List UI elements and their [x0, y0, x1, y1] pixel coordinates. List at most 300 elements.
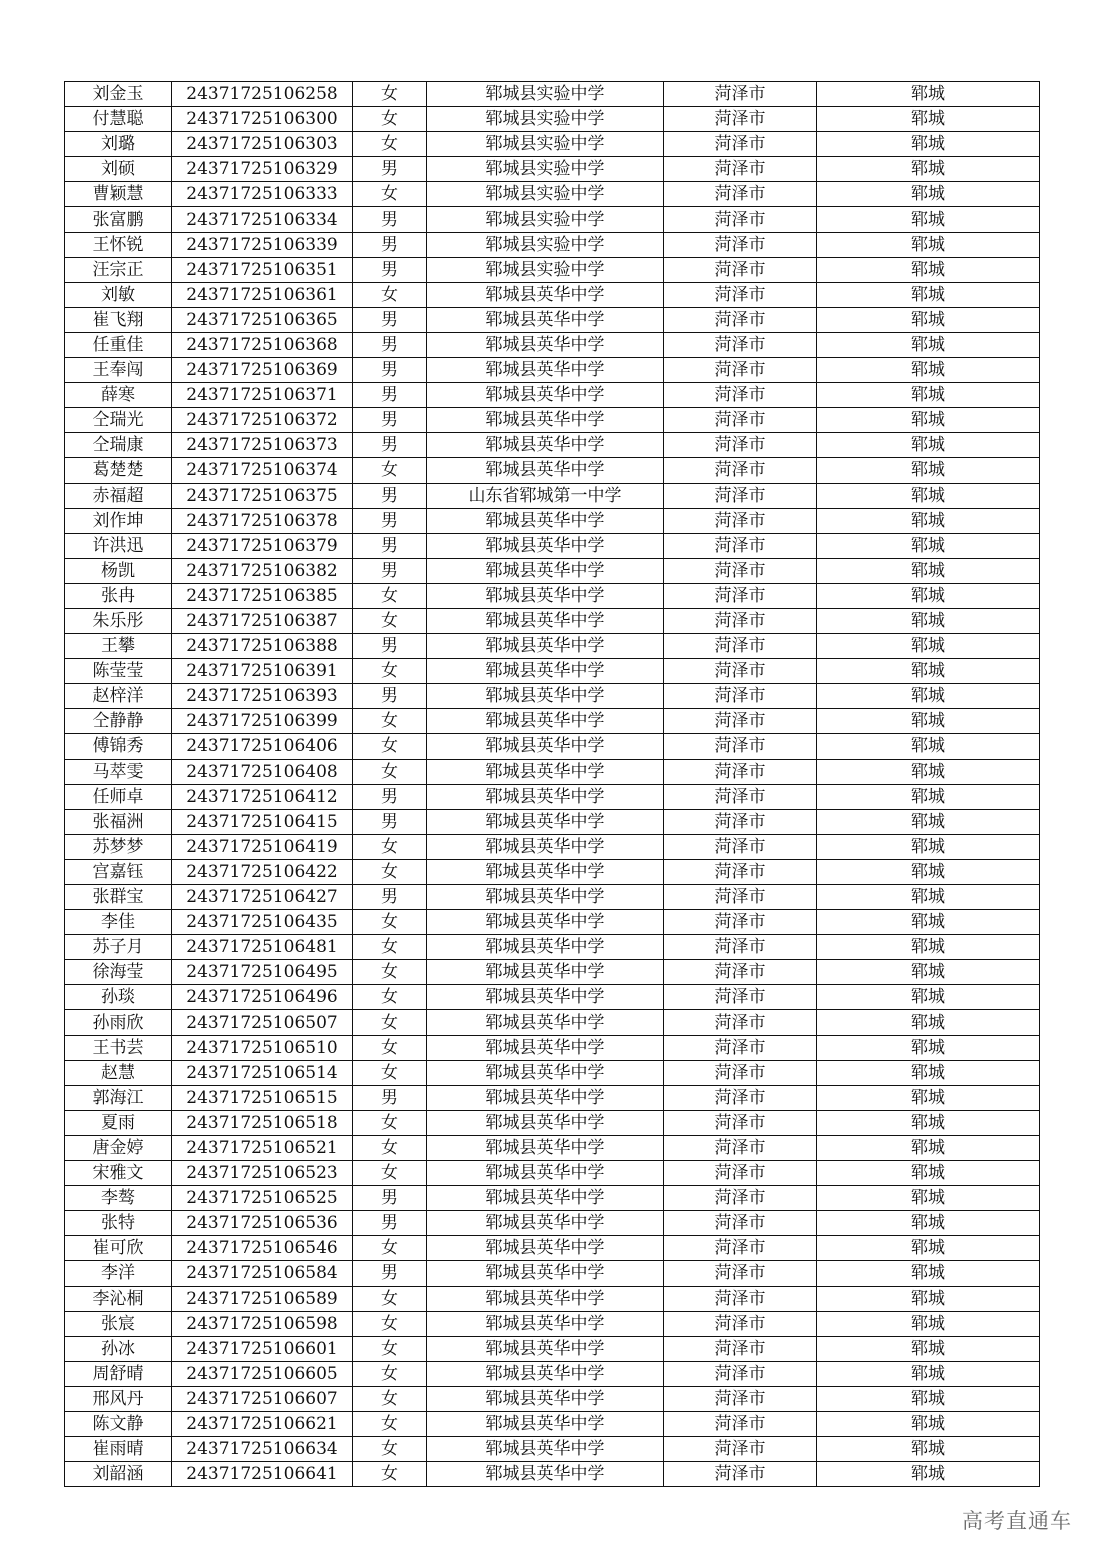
city-cell: 菏泽市 [664, 383, 817, 408]
county-cell: 郓城 [817, 383, 1040, 408]
exam-number-cell: 24371725106518 [172, 1110, 353, 1135]
exam-number-cell: 24371725106365 [172, 307, 353, 332]
table-row [65, 1211, 1040, 1236]
county-cell: 郓城 [817, 282, 1040, 307]
exam-number-cell: 24371725106584 [172, 1261, 353, 1286]
city-cell: 菏泽市 [664, 859, 817, 884]
name-cell: 赤福超 [65, 483, 172, 508]
school-cell: 郓城县英华中学 [427, 1311, 664, 1336]
gender-cell: 男 [353, 558, 427, 583]
exam-number-cell: 24371725106415 [172, 809, 353, 834]
name-cell: 刘璐 [65, 132, 172, 157]
gender-cell: 男 [353, 408, 427, 433]
name-cell: 葛楚楚 [65, 458, 172, 483]
name-cell: 刘作坤 [65, 508, 172, 533]
school-cell: 郓城县英华中学 [427, 1110, 664, 1135]
city-cell: 菏泽市 [664, 82, 817, 107]
table-row [65, 885, 1040, 910]
exam-number-cell: 24371725106333 [172, 182, 353, 207]
gender-cell: 女 [353, 859, 427, 884]
gender-cell: 女 [353, 960, 427, 985]
county-cell: 郓城 [817, 1462, 1040, 1487]
table-row [65, 307, 1040, 332]
name-cell: 赵梓洋 [65, 684, 172, 709]
exam-number-cell: 24371725106371 [172, 383, 353, 408]
city-cell: 菏泽市 [664, 257, 817, 282]
county-cell: 郓城 [817, 583, 1040, 608]
school-cell: 郓城县英华中学 [427, 1135, 664, 1160]
county-cell: 郓城 [817, 960, 1040, 985]
exam-number-cell: 24371725106382 [172, 558, 353, 583]
exam-number-cell: 24371725106514 [172, 1060, 353, 1085]
school-cell: 郓城县英华中学 [427, 282, 664, 307]
name-cell: 邢风丹 [65, 1386, 172, 1411]
name-cell: 孙冰 [65, 1336, 172, 1361]
county-cell: 郓城 [817, 157, 1040, 182]
city-cell: 菏泽市 [664, 483, 817, 508]
school-cell: 郓城县英华中学 [427, 1462, 664, 1487]
city-cell: 菏泽市 [664, 734, 817, 759]
county-cell: 郓城 [817, 1186, 1040, 1211]
county-cell: 郓城 [817, 1361, 1040, 1386]
gender-cell: 女 [353, 834, 427, 859]
city-cell: 菏泽市 [664, 659, 817, 684]
school-cell: 郓城县实验中学 [427, 107, 664, 132]
name-cell: 王怀锐 [65, 232, 172, 257]
exam-number-cell: 24371725106373 [172, 433, 353, 458]
name-cell: 马萃雯 [65, 759, 172, 784]
school-cell: 郓城县英华中学 [427, 1261, 664, 1286]
table-row [65, 533, 1040, 558]
city-cell: 菏泽市 [664, 634, 817, 659]
name-cell: 李沁桐 [65, 1286, 172, 1311]
exam-number-cell: 24371725106369 [172, 358, 353, 383]
gender-cell: 女 [353, 1386, 427, 1411]
exam-number-cell: 24371725106521 [172, 1135, 353, 1160]
city-cell: 菏泽市 [664, 1211, 817, 1236]
county-cell: 郓城 [817, 784, 1040, 809]
name-cell: 张富鹏 [65, 207, 172, 232]
table-row [65, 784, 1040, 809]
name-cell: 崔飞翔 [65, 307, 172, 332]
exam-number-cell: 24371725106387 [172, 608, 353, 633]
exam-number-cell: 24371725106419 [172, 834, 353, 859]
name-cell: 崔可欣 [65, 1236, 172, 1261]
table-row [65, 358, 1040, 383]
table-row [65, 960, 1040, 985]
school-cell: 郓城县英华中学 [427, 358, 664, 383]
gender-cell: 男 [353, 508, 427, 533]
county-cell: 郓城 [817, 985, 1040, 1010]
city-cell: 菏泽市 [664, 433, 817, 458]
name-cell: 张福洲 [65, 809, 172, 834]
city-cell: 菏泽市 [664, 207, 817, 232]
school-cell: 郓城县英华中学 [427, 1085, 664, 1110]
gender-cell: 男 [353, 483, 427, 508]
gender-cell: 女 [353, 759, 427, 784]
gender-cell: 男 [353, 307, 427, 332]
exam-number-cell: 24371725106378 [172, 508, 353, 533]
county-cell: 郓城 [817, 82, 1040, 107]
table-row [65, 483, 1040, 508]
gender-cell: 男 [353, 1186, 427, 1211]
table-row [65, 1311, 1040, 1336]
exam-number-cell: 24371725106361 [172, 282, 353, 307]
county-cell: 郓城 [817, 1336, 1040, 1361]
city-cell: 菏泽市 [664, 784, 817, 809]
county-cell: 郓城 [817, 483, 1040, 508]
county-cell: 郓城 [817, 1060, 1040, 1085]
gender-cell: 女 [353, 1286, 427, 1311]
name-cell: 许洪迅 [65, 533, 172, 558]
gender-cell: 女 [353, 583, 427, 608]
county-cell: 郓城 [817, 910, 1040, 935]
school-cell: 郓城县英华中学 [427, 935, 664, 960]
city-cell: 菏泽市 [664, 1035, 817, 1060]
name-cell: 王攀 [65, 634, 172, 659]
county-cell: 郓城 [817, 458, 1040, 483]
city-cell: 菏泽市 [664, 1311, 817, 1336]
table-row [65, 1437, 1040, 1462]
county-cell: 郓城 [817, 1211, 1040, 1236]
name-cell: 宋雅文 [65, 1161, 172, 1186]
table-row [65, 1411, 1040, 1436]
county-cell: 郓城 [817, 182, 1040, 207]
table-row [65, 910, 1040, 935]
exam-number-cell: 24371725106523 [172, 1161, 353, 1186]
city-cell: 菏泽市 [664, 282, 817, 307]
gender-cell: 女 [353, 1010, 427, 1035]
gender-cell: 女 [353, 985, 427, 1010]
exam-number-cell: 24371725106393 [172, 684, 353, 709]
exam-number-cell: 24371725106406 [172, 734, 353, 759]
exam-number-cell: 24371725106303 [172, 132, 353, 157]
county-cell: 郓城 [817, 1411, 1040, 1436]
county-cell: 郓城 [817, 935, 1040, 960]
exam-number-cell: 24371725106598 [172, 1311, 353, 1336]
exam-number-cell: 24371725106621 [172, 1411, 353, 1436]
gender-cell: 男 [353, 809, 427, 834]
name-cell: 李骜 [65, 1186, 172, 1211]
table-row [65, 1286, 1040, 1311]
gender-cell: 女 [353, 1411, 427, 1436]
school-cell: 郓城县英华中学 [427, 784, 664, 809]
exam-number-cell: 24371725106546 [172, 1236, 353, 1261]
gender-cell: 女 [353, 910, 427, 935]
city-cell: 菏泽市 [664, 1236, 817, 1261]
school-cell: 郓城县英华中学 [427, 960, 664, 985]
gender-cell: 男 [353, 358, 427, 383]
gender-cell: 男 [353, 634, 427, 659]
city-cell: 菏泽市 [664, 809, 817, 834]
school-cell: 郓城县英华中学 [427, 508, 664, 533]
watermark-text: 高考直通车 [962, 1509, 1072, 1533]
gender-cell: 女 [353, 1336, 427, 1361]
city-cell: 菏泽市 [664, 935, 817, 960]
county-cell: 郓城 [817, 684, 1040, 709]
exam-number-cell: 24371725106334 [172, 207, 353, 232]
name-cell: 付慧聪 [65, 107, 172, 132]
table-row [65, 182, 1040, 207]
table-row [65, 659, 1040, 684]
city-cell: 菏泽市 [664, 358, 817, 383]
gender-cell: 男 [353, 784, 427, 809]
city-cell: 菏泽市 [664, 1361, 817, 1386]
county-cell: 郓城 [817, 634, 1040, 659]
table-row [65, 684, 1040, 709]
city-cell: 菏泽市 [664, 684, 817, 709]
school-cell: 郓城县英华中学 [427, 885, 664, 910]
exam-number-cell: 24371725106589 [172, 1286, 353, 1311]
school-cell: 郓城县英华中学 [427, 558, 664, 583]
school-cell: 郓城县英华中学 [427, 307, 664, 332]
exam-number-cell: 24371725106412 [172, 784, 353, 809]
gender-cell: 女 [353, 935, 427, 960]
gender-cell: 女 [353, 282, 427, 307]
county-cell: 郓城 [817, 433, 1040, 458]
table-row [65, 257, 1040, 282]
gender-cell: 女 [353, 82, 427, 107]
gender-cell: 男 [353, 533, 427, 558]
exam-number-cell: 24371725106510 [172, 1035, 353, 1060]
name-cell: 任重佳 [65, 332, 172, 357]
gender-cell: 男 [353, 383, 427, 408]
name-cell: 王奉闯 [65, 358, 172, 383]
county-cell: 郓城 [817, 1386, 1040, 1411]
table-row [65, 1236, 1040, 1261]
county-cell: 郓城 [817, 608, 1040, 633]
gender-cell: 女 [353, 709, 427, 734]
gender-cell: 男 [353, 332, 427, 357]
gender-cell: 女 [353, 1110, 427, 1135]
name-cell: 崔雨晴 [65, 1437, 172, 1462]
table-row [65, 207, 1040, 232]
school-cell: 郓城县英华中学 [427, 684, 664, 709]
table-row [65, 1135, 1040, 1160]
city-cell: 菏泽市 [664, 232, 817, 257]
county-cell: 郓城 [817, 709, 1040, 734]
table-row [65, 1085, 1040, 1110]
city-cell: 菏泽市 [664, 1186, 817, 1211]
name-cell: 曹颖慧 [65, 182, 172, 207]
table-row [65, 759, 1040, 784]
table-row [65, 709, 1040, 734]
city-cell: 菏泽市 [664, 1386, 817, 1411]
table-row [65, 935, 1040, 960]
city-cell: 菏泽市 [664, 332, 817, 357]
school-cell: 郓城县实验中学 [427, 257, 664, 282]
school-cell: 郓城县英华中学 [427, 1236, 664, 1261]
name-cell: 朱乐彤 [65, 608, 172, 633]
city-cell: 菏泽市 [664, 1411, 817, 1436]
gender-cell: 男 [353, 257, 427, 282]
exam-number-cell: 24371725106388 [172, 634, 353, 659]
table-row [65, 332, 1040, 357]
gender-cell: 男 [353, 684, 427, 709]
county-cell: 郓城 [817, 834, 1040, 859]
city-cell: 菏泽市 [664, 910, 817, 935]
gender-cell: 女 [353, 659, 427, 684]
name-cell: 王书芸 [65, 1035, 172, 1060]
county-cell: 郓城 [817, 1135, 1040, 1160]
name-cell: 赵慧 [65, 1060, 172, 1085]
table-row [65, 408, 1040, 433]
city-cell: 菏泽市 [664, 1110, 817, 1135]
name-cell: 张宸 [65, 1311, 172, 1336]
school-cell: 郓城县英华中学 [427, 859, 664, 884]
table-row [65, 558, 1040, 583]
name-cell: 苏子月 [65, 935, 172, 960]
exam-number-cell: 24371725106496 [172, 985, 353, 1010]
gender-cell: 女 [353, 1236, 427, 1261]
gender-cell: 男 [353, 885, 427, 910]
gender-cell: 男 [353, 433, 427, 458]
county-cell: 郓城 [817, 358, 1040, 383]
gender-cell: 女 [353, 107, 427, 132]
name-cell: 任师卓 [65, 784, 172, 809]
city-cell: 菏泽市 [664, 1085, 817, 1110]
school-cell: 山东省郓城第一中学 [427, 483, 664, 508]
name-cell: 夏雨 [65, 1110, 172, 1135]
gender-cell: 女 [353, 1035, 427, 1060]
county-cell: 郓城 [817, 1311, 1040, 1336]
table-row [65, 1462, 1040, 1487]
table-row [65, 1161, 1040, 1186]
county-cell: 郓城 [817, 1261, 1040, 1286]
name-cell: 张群宝 [65, 885, 172, 910]
city-cell: 菏泽市 [664, 508, 817, 533]
gender-cell: 女 [353, 608, 427, 633]
gender-cell: 女 [353, 1161, 427, 1186]
exam-number-cell: 24371725106507 [172, 1010, 353, 1035]
table-row [65, 859, 1040, 884]
city-cell: 菏泽市 [664, 182, 817, 207]
exam-number-cell: 24371725106495 [172, 960, 353, 985]
exam-number-cell: 24371725106368 [172, 332, 353, 357]
school-cell: 郓城县英华中学 [427, 1211, 664, 1236]
school-cell: 郓城县英华中学 [427, 1386, 664, 1411]
name-cell: 苏梦梦 [65, 834, 172, 859]
city-cell: 菏泽市 [664, 960, 817, 985]
table-row [65, 634, 1040, 659]
gender-cell: 女 [353, 1462, 427, 1487]
name-cell: 刘韶涵 [65, 1462, 172, 1487]
county-cell: 郓城 [817, 1286, 1040, 1311]
school-cell: 郓城县实验中学 [427, 157, 664, 182]
table-row [65, 1361, 1040, 1386]
city-cell: 菏泽市 [664, 1261, 817, 1286]
name-cell: 汪宗正 [65, 257, 172, 282]
name-cell: 陈文静 [65, 1411, 172, 1436]
city-cell: 菏泽市 [664, 307, 817, 332]
name-cell: 杨凯 [65, 558, 172, 583]
city-cell: 菏泽市 [664, 533, 817, 558]
county-cell: 郓城 [817, 885, 1040, 910]
name-cell: 周舒晴 [65, 1361, 172, 1386]
county-cell: 郓城 [817, 132, 1040, 157]
exam-number-cell: 24371725106515 [172, 1085, 353, 1110]
school-cell: 郓城县英华中学 [427, 709, 664, 734]
school-cell: 郓城县实验中学 [427, 232, 664, 257]
name-cell: 仝静静 [65, 709, 172, 734]
gender-cell: 女 [353, 1311, 427, 1336]
table-row [65, 1035, 1040, 1060]
name-cell: 陈莹莹 [65, 659, 172, 684]
county-cell: 郓城 [817, 332, 1040, 357]
roster-table [64, 81, 1040, 1487]
table-row [65, 734, 1040, 759]
table-row [65, 458, 1040, 483]
exam-number-cell: 24371725106385 [172, 583, 353, 608]
name-cell: 张冉 [65, 583, 172, 608]
school-cell: 郓城县英华中学 [427, 1437, 664, 1462]
roster-body [65, 82, 1040, 1487]
school-cell: 郓城县英华中学 [427, 1035, 664, 1060]
exam-number-cell: 24371725106481 [172, 935, 353, 960]
table-row [65, 383, 1040, 408]
gender-cell: 女 [353, 458, 427, 483]
name-cell: 孙雨欣 [65, 1010, 172, 1035]
exam-number-cell: 24371725106525 [172, 1186, 353, 1211]
exam-number-cell: 24371725106379 [172, 533, 353, 558]
school-cell: 郓城县英华中学 [427, 1361, 664, 1386]
school-cell: 郓城县实验中学 [427, 82, 664, 107]
table-row [65, 157, 1040, 182]
city-cell: 菏泽市 [664, 583, 817, 608]
school-cell: 郓城县英华中学 [427, 1161, 664, 1186]
exam-number-cell: 24371725106374 [172, 458, 353, 483]
school-cell: 郓城县英华中学 [427, 985, 664, 1010]
table-row [65, 1336, 1040, 1361]
name-cell: 刘金玉 [65, 82, 172, 107]
county-cell: 郓城 [817, 1161, 1040, 1186]
county-cell: 郓城 [817, 1437, 1040, 1462]
exam-number-cell: 24371725106375 [172, 483, 353, 508]
gender-cell: 女 [353, 1437, 427, 1462]
city-cell: 菏泽市 [664, 1060, 817, 1085]
table-row [65, 1110, 1040, 1135]
school-cell: 郓城县英华中学 [427, 533, 664, 558]
gender-cell: 男 [353, 1261, 427, 1286]
table-row [65, 583, 1040, 608]
county-cell: 郓城 [817, 659, 1040, 684]
school-cell: 郓城县实验中学 [427, 132, 664, 157]
city-cell: 菏泽市 [664, 1286, 817, 1311]
table-row [65, 232, 1040, 257]
city-cell: 菏泽市 [664, 885, 817, 910]
county-cell: 郓城 [817, 734, 1040, 759]
exam-number-cell: 24371725106605 [172, 1361, 353, 1386]
table-row [65, 608, 1040, 633]
name-cell: 徐海莹 [65, 960, 172, 985]
name-cell: 李洋 [65, 1261, 172, 1286]
gender-cell: 男 [353, 1085, 427, 1110]
name-cell: 孙琰 [65, 985, 172, 1010]
gender-cell: 女 [353, 734, 427, 759]
city-cell: 菏泽市 [664, 458, 817, 483]
school-cell: 郓城县英华中学 [427, 659, 664, 684]
exam-number-cell: 24371725106258 [172, 82, 353, 107]
city-cell: 菏泽市 [664, 132, 817, 157]
school-cell: 郓城县英华中学 [427, 1411, 664, 1436]
county-cell: 郓城 [817, 508, 1040, 533]
county-cell: 郓城 [817, 533, 1040, 558]
county-cell: 郓城 [817, 1035, 1040, 1060]
exam-number-cell: 24371725106329 [172, 157, 353, 182]
city-cell: 菏泽市 [664, 985, 817, 1010]
school-cell: 郓城县实验中学 [427, 182, 664, 207]
school-cell: 郓城县英华中学 [427, 809, 664, 834]
